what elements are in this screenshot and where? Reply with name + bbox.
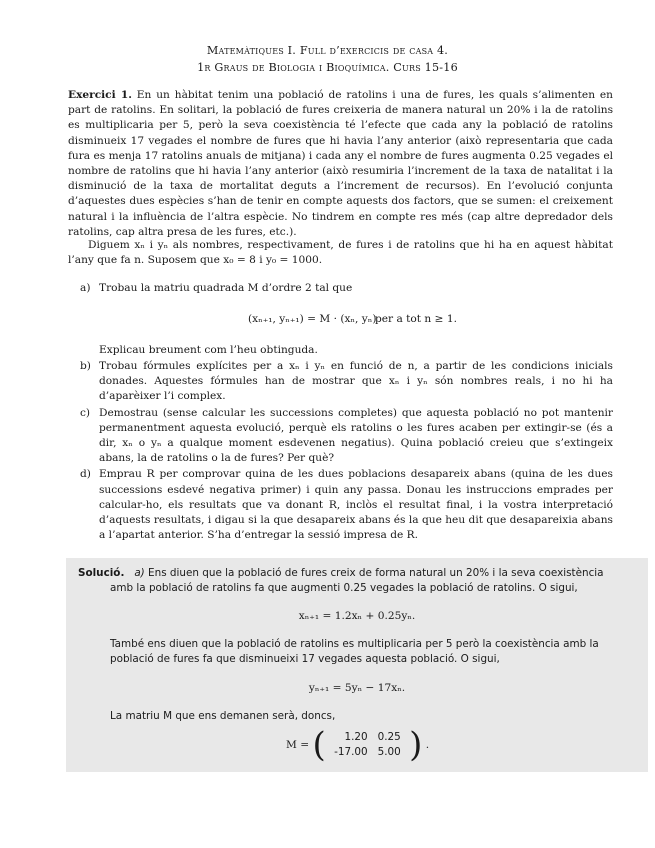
matrix-cell: -17.00 [334,746,368,758]
matrix-table [329,730,406,760]
matrix-lhs: M = [286,739,310,751]
matrix-cell: 1.20 [344,731,368,743]
solution-box [66,558,648,772]
item-a [80,281,613,297]
equation-x: xₙ₊₁ = 1.2xₙ + 0.25yₙ. [298,610,416,622]
item-c [80,406,613,467]
solution-label: Solució. [78,567,125,579]
item-d [80,467,613,543]
item-c-text: Demostrau (sense calcular les successions completes) que aquesta població no pot mantenir permanentment aquesta evolució, perquè els ratolins o les fures acaben per extingir-se (és a dir, xₙ o yₙ a qualque moment esdevenen negatius). Quina població creieu que s’extingeix abans, la de ratolins o la de fures? Per què? [99,406,613,465]
item-d-text: Emprau R per comprovar quina de les dues poblacions desapareix abans (quina de les dues successions esdevé negativa primer) i quin any passa. Donau les instruccions emprades per calcular-ho, els resultats que va donant R, inclòs el resultat final, i la vostra interpretació d’aquests resultats, i digau si la que desapareix abans és la que heu dit que desapareixia abans a l’apartat anterior. S’ha d’entregar la sessió impresa de R. [99,468,613,542]
solution-part-label: a) [134,567,145,579]
item-a-text: Trobau la matriu quadrada M d’ordre 2 tal que [99,282,353,294]
solution-line-1: Ens diuen que la població de fures creix de forma natural un 20% i la seva coexistència [148,567,604,579]
equation-y: yₙ₊₁ = 5yₙ − 17xₙ. [308,682,406,694]
item-a-equation: (xₙ₊₁, yₙ₊₁) = M · (xₙ, yₙ) [248,313,377,325]
item-a-explanation: Explicau breument com l’heu obtinguda. [99,344,318,356]
item-b-label: b) [80,360,91,372]
item-d-label: d) [80,468,91,481]
solution-line-2: amb la població de ratolins fa que augmenti 0.25 vegades la població de ratolins. O sigui, [110,582,578,594]
exercise-text: En un hàbitat tenim una població de ratolins i una de fures, les quals s’alimenten en part de ratolins. En solitari, la població de fures creixeria de manera natural un 20% i la de ratolins es multiplicaria per 5, però la seva coexistència té l’efecte que cada any la població de ratolins disminueix 17 vegades el nombre de fures que hi havia l’any anterior (això representaria que cada fura es menja 17 ratolins anuals de mitjana) i cada any el nombre de fures augmenta 0.25 vegades el nombre de ratolins que hi havia l’any anterior (això resumiria l’increment de la taxa de natalitat i la disminució de la taxa de mortalitat deguts a l’increment de recursos). En l’evolució conjunta d’aquestes dues espècies s’han de tenir en compte aquests dos factors, que se sumen: el creixement natural i la influència de l’altra espècie. No tindrem en compte res més (cap altre depredador dels ratolins, cap altra presa de les fures, etc.). [68,89,613,238]
exercise-statement [68,88,613,240]
solution-line-3: També ens diuen que la població de ratolins es multiplicaria per 5 però la coexistència amb la [110,638,599,650]
item-a-condition: per a tot n ≥ 1. [375,313,457,325]
item-b [80,359,613,405]
header-subtitle: 1r Graus de Biologia i Bioquímica. Curs 15-16 [197,61,458,74]
item-a-label: a) [80,282,91,294]
items-bcd [80,359,613,544]
item-b-text: Trobau fórmules explícites per a xₙ i yₙ en funció de n, a partir de les condicions inicials donades. Aquestes fórmules han de mostrar que xₙ i yₙ són nombres reals, i no hi ha d’aparèixer l’i complex. [99,360,613,403]
matrix-M: M = ( 1.20 0.25 -17.00 5.00 ) . [286,725,430,765]
header-title: Matemàtiques I. Full d’exercicis de casa 4. [206,44,449,57]
item-c-label: c) [80,406,91,419]
solution-line-4: població de fures fa que disminueixi 17 vegades aquesta població. O sigui, [110,653,500,665]
exercise-label: Exercici 1. [68,89,132,101]
matrix-cell: 0.25 [377,731,401,743]
solution-line-5: La matriu M que ens demanen serà, doncs, [110,710,336,722]
exercise-notation: Diguem xₙ i yₙ als nombres, respectivament, de fures i de ratolins que hi ha en aquest hàbitat l’any que fa n. Suposem que x₀ = 8 i y₀ = 1000. [68,239,613,267]
matrix-end: . [425,739,430,751]
matrix-cell: 5.00 [377,746,401,758]
